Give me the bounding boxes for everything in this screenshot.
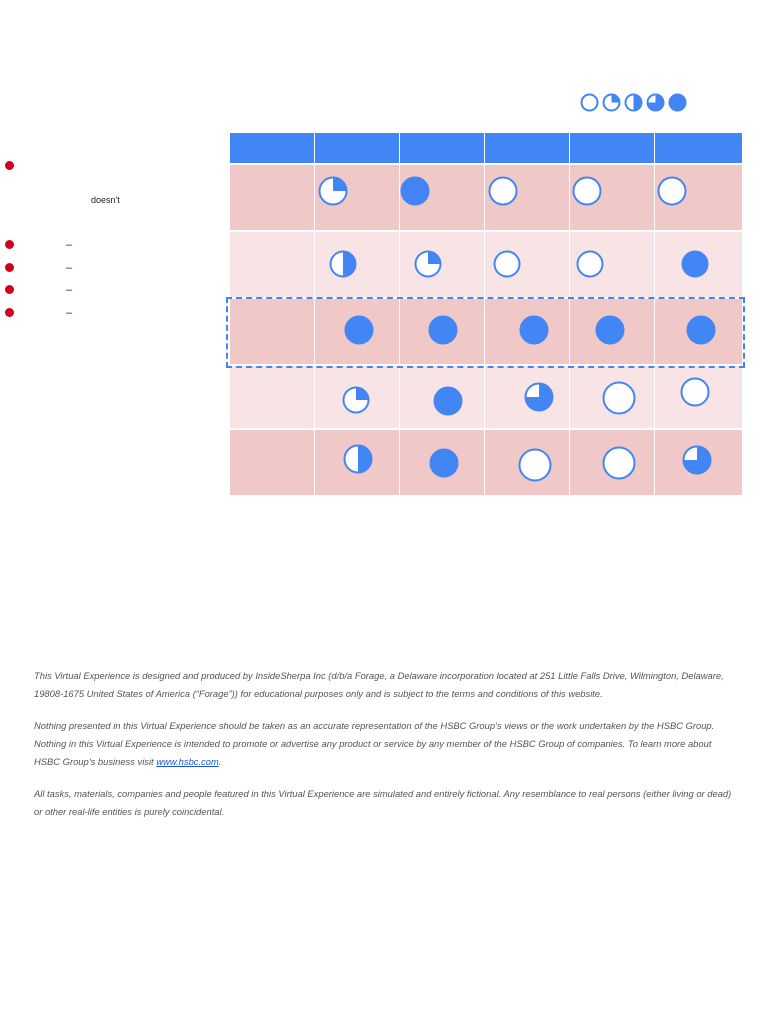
harvey-ball-full-icon	[344, 315, 374, 345]
bullet-marker-icon	[5, 263, 14, 272]
header-cell	[485, 133, 570, 163]
harvey-ball-three-quarter-icon	[524, 382, 554, 412]
harvey-ball-empty-icon	[518, 448, 552, 482]
harvey-ball-empty-icon	[680, 377, 710, 407]
harvey-ball-empty-icon	[572, 176, 602, 206]
harvey-ball-empty-icon	[488, 176, 518, 206]
disclaimer	[34, 667, 739, 835]
harvey-ball-three-quarter-icon	[646, 93, 665, 112]
table-cell	[655, 165, 742, 230]
table-cell	[315, 430, 400, 495]
harvey-ball-empty-icon	[580, 93, 599, 112]
harvey-ball-empty-icon	[602, 381, 636, 415]
table-cell	[315, 366, 400, 428]
table-cell	[485, 165, 570, 230]
bullet-marker-icon	[5, 240, 14, 249]
table-row	[230, 297, 742, 364]
table-cell	[485, 366, 570, 428]
table-row	[230, 364, 742, 428]
harvey-ball-quarter-icon	[602, 93, 621, 112]
table-cell	[230, 430, 315, 495]
disclaimer-paragraph	[34, 717, 739, 771]
table-cell	[485, 430, 570, 495]
note-text: doesn't	[91, 195, 120, 205]
harvey-ball-quarter-icon	[342, 386, 370, 414]
bullet-marker-icon	[5, 285, 14, 294]
dash-text: –	[66, 239, 73, 251]
table-cell	[230, 232, 315, 297]
header-cell	[570, 133, 655, 163]
harvey-ball-full-icon	[429, 448, 459, 478]
harvey-ball-full-icon	[681, 250, 709, 278]
table-cell	[315, 232, 400, 297]
table-cell	[655, 299, 742, 364]
table-cell	[400, 232, 485, 297]
table-row	[230, 428, 742, 495]
table-cell	[570, 299, 655, 364]
bullet-marker-icon	[5, 161, 14, 170]
table-body	[230, 163, 742, 495]
table-cell	[570, 430, 655, 495]
harvey-ball-legend	[580, 93, 687, 112]
table-cell	[315, 299, 400, 364]
harvey-ball-empty-icon	[602, 446, 636, 480]
harvey-ball-half-icon	[343, 444, 373, 474]
disclaimer-text: Nothing presented in this Virtual Experience should be taken as an accurate representation of the HSBC Group’s views or the work undertaken by the HSBC Group. Nothing in this Virtual Experience is intended to promote or advertise any product or service by any member of the HSBC Group of companies. To learn more about HSBC Group’s business visit	[34, 720, 715, 767]
harvey-ball-empty-icon	[657, 176, 687, 206]
table-cell	[400, 366, 485, 428]
header-cell	[655, 133, 742, 163]
harvey-ball-full-icon	[433, 386, 463, 416]
table-cell	[400, 299, 485, 364]
header-cell	[230, 133, 315, 163]
table-cell	[655, 430, 742, 495]
disclaimer-paragraph: This Virtual Experience is designed and produced by InsideSherpa Inc (d/b/a Forage, a Delaware incorporation located at 251 Little Falls Drive, Wilmington, Delaware, 19808-1675 United States of America (“Forage”)) for educational purposes only and is subject to the terms and conditions of this website.	[34, 670, 724, 699]
harvey-ball-half-icon	[329, 250, 357, 278]
disclaimer-text: .	[218, 756, 222, 767]
harvey-ball-full-icon	[428, 315, 458, 345]
table-cell	[400, 165, 485, 230]
table-cell	[230, 165, 315, 230]
harvey-ball-quarter-icon	[414, 250, 442, 278]
harvey-ball-full-icon	[595, 315, 625, 345]
header-cell	[400, 133, 485, 163]
table-cell	[570, 232, 655, 297]
table-cell	[230, 299, 315, 364]
table-cell	[485, 232, 570, 297]
table-cell	[315, 165, 400, 230]
table-cell	[570, 366, 655, 428]
hsbc-link[interactable]: www.hsbc.com	[156, 756, 219, 767]
dash-text: –	[66, 307, 73, 319]
harvey-ball-full-icon	[400, 176, 430, 206]
table-row	[230, 230, 742, 297]
harvey-ball-half-icon	[624, 93, 643, 112]
harvey-ball-full-icon	[686, 315, 716, 345]
header-cell	[315, 133, 400, 163]
harvey-ball-quarter-icon	[318, 176, 348, 206]
table-cell	[230, 366, 315, 428]
table-header	[230, 133, 742, 163]
harvey-ball-three-quarter-icon	[682, 445, 712, 475]
table-cell	[400, 430, 485, 495]
table-row	[230, 163, 742, 230]
table-cell	[655, 232, 742, 297]
harvey-ball-empty-icon	[576, 250, 604, 278]
dash-text: –	[66, 284, 73, 296]
table-cell	[485, 299, 570, 364]
harvey-ball-full-icon	[519, 315, 549, 345]
table-cell	[655, 366, 742, 428]
dash-text: –	[66, 262, 73, 274]
rating-table	[230, 133, 742, 495]
harvey-ball-full-icon	[668, 93, 687, 112]
disclaimer-paragraph: All tasks, materials, companies and people featured in this Virtual Experience are simulated and entirely fictional. Any resemblance to real persons (either living or dead) or other real-life entities is purely coincidental.	[34, 788, 732, 817]
bullet-marker-icon	[5, 308, 14, 317]
table-cell	[570, 165, 655, 230]
harvey-ball-empty-icon	[493, 250, 521, 278]
